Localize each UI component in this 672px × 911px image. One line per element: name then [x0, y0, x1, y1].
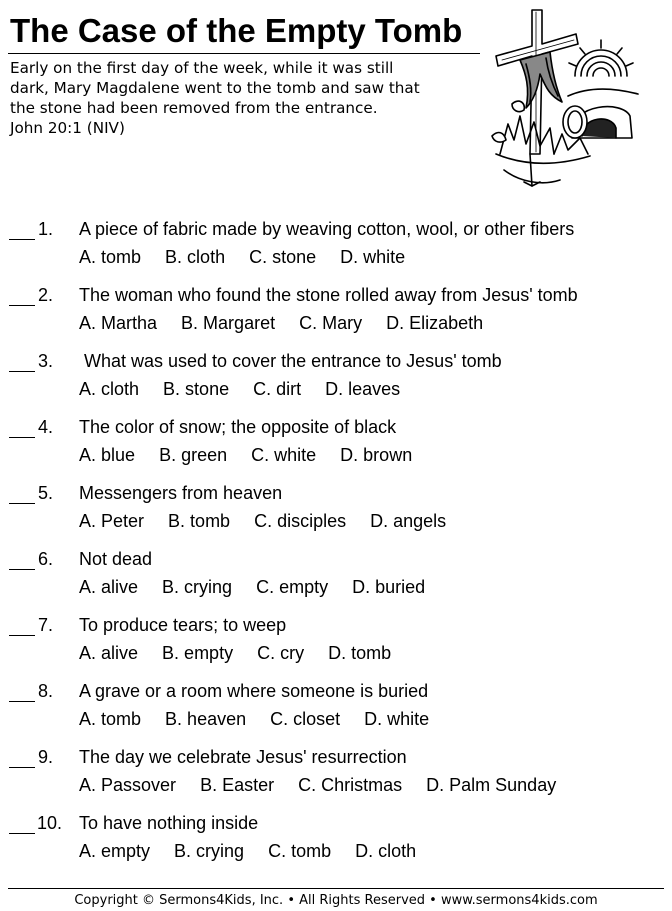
answer-blank[interactable]	[9, 635, 35, 636]
question-8	[0, 681, 672, 741]
option-d: D. brown	[340, 445, 413, 465]
footer-divider	[8, 888, 664, 889]
question-10	[0, 813, 672, 873]
option-d: D. buried	[352, 577, 426, 597]
answer-blank[interactable]	[9, 305, 35, 306]
option-d: D. leaves	[325, 379, 401, 399]
option-c: C. stone	[249, 247, 317, 267]
question-text: Messengers from heaven	[79, 483, 283, 503]
option-a: A. tomb	[79, 709, 142, 729]
option-a: A. Passover	[79, 775, 177, 795]
question-text: To have nothing inside	[79, 813, 259, 833]
question-2	[0, 285, 672, 345]
scripture-verse	[10, 58, 490, 138]
question-number: 9.	[38, 747, 54, 767]
option-b: B. heaven	[165, 709, 247, 729]
answer-options	[79, 247, 424, 268]
title-divider	[8, 53, 480, 54]
answer-options	[79, 775, 575, 796]
option-d: D. Palm Sunday	[426, 775, 557, 795]
question-number: 5.	[38, 483, 54, 503]
answer-options	[79, 841, 435, 862]
option-c: C. closet	[270, 709, 341, 729]
question-number: 10.	[37, 813, 63, 833]
sun-icon	[569, 40, 633, 76]
option-c: C. white	[251, 445, 317, 465]
verse-line: Early on the first day of the week, while it was still	[10, 59, 394, 77]
question-number: 2.	[38, 285, 54, 305]
option-b: B. crying	[162, 577, 233, 597]
verse-reference: John 20:1 (NIV)	[10, 119, 125, 137]
cross-and-tomb-illustration	[490, 4, 640, 194]
answer-options	[79, 445, 431, 466]
option-a: A. tomb	[79, 247, 142, 267]
option-b: B. green	[159, 445, 228, 465]
question-6	[0, 549, 672, 609]
answer-blank[interactable]	[9, 701, 35, 702]
answer-blank[interactable]	[9, 437, 35, 438]
option-a: A. alive	[79, 643, 139, 663]
answer-blank[interactable]	[9, 371, 35, 372]
answer-blank[interactable]	[9, 767, 35, 768]
answer-options	[79, 643, 410, 664]
question-text: The woman who found the stone rolled away from Jesus' tomb	[79, 285, 578, 305]
worksheet-title: The Case of the Empty Tomb	[10, 12, 463, 49]
question-text: What was used to cover the entrance to Jesus' tomb	[79, 351, 502, 371]
answer-options	[79, 313, 502, 334]
question-text: The color of snow; the opposite of black	[79, 417, 397, 437]
option-c: C. cry	[257, 643, 305, 663]
question-number: 4.	[38, 417, 54, 437]
question-text: A grave or a room where someone is buried	[79, 681, 429, 701]
option-d: D. tomb	[328, 643, 392, 663]
question-text: The day we celebrate Jesus' resurrection	[79, 747, 407, 767]
option-d: D. cloth	[355, 841, 417, 861]
question-9	[0, 747, 672, 807]
question-1	[0, 219, 672, 279]
question-text: To produce tears; to weep	[79, 615, 287, 635]
question-number: 8.	[38, 681, 54, 701]
copyright-footer: Copyright © Sermons4Kids, Inc. • All Rights Reserved • www.sermons4kids.com	[74, 893, 598, 908]
option-b: B. crying	[174, 841, 245, 861]
option-a: A. Peter	[79, 511, 145, 531]
option-d: D. angels	[370, 511, 447, 531]
question-number: 6.	[38, 549, 54, 569]
verse-line: dark, Mary Magdalene went to the tomb and saw that	[10, 79, 420, 97]
option-b: B. tomb	[168, 511, 231, 531]
option-c: C. dirt	[253, 379, 302, 399]
question-number: 7.	[38, 615, 54, 635]
option-d: D. white	[364, 709, 430, 729]
option-a: A. blue	[79, 445, 136, 465]
question-3	[0, 351, 672, 411]
option-b: B. cloth	[165, 247, 226, 267]
option-a: A. Martha	[79, 313, 158, 333]
option-b: B. stone	[163, 379, 230, 399]
answer-blank[interactable]	[9, 833, 35, 834]
answer-options	[79, 511, 465, 532]
option-b: B. empty	[162, 643, 234, 663]
question-text: Not dead	[79, 549, 153, 569]
verse-line: the stone had been removed from the entrance.	[10, 99, 378, 117]
question-7	[0, 615, 672, 675]
question-5	[0, 483, 672, 543]
option-a: A. cloth	[79, 379, 140, 399]
option-c: C. Christmas	[298, 775, 403, 795]
answer-blank[interactable]	[9, 239, 35, 240]
answer-blank[interactable]	[9, 503, 35, 504]
option-a: A. empty	[79, 841, 151, 861]
question-number: 1.	[38, 219, 54, 239]
option-c: C. disciples	[254, 511, 347, 531]
option-c: C. tomb	[268, 841, 332, 861]
question-4	[0, 417, 672, 477]
option-c: C. empty	[256, 577, 329, 597]
answer-options	[79, 379, 419, 400]
question-number: 3.	[38, 351, 54, 371]
option-b: B. Margaret	[181, 313, 276, 333]
answer-options	[79, 577, 444, 598]
option-b: B. Easter	[200, 775, 275, 795]
question-text: A piece of fabric made by weaving cotton, wool, or other fibers	[79, 219, 575, 239]
option-d: D. white	[340, 247, 406, 267]
answer-options	[79, 709, 448, 730]
option-c: C. Mary	[299, 313, 363, 333]
option-d: D. Elizabeth	[386, 313, 484, 333]
tomb-icon	[563, 106, 632, 138]
answer-blank[interactable]	[9, 569, 35, 570]
option-a: A. alive	[79, 577, 139, 597]
